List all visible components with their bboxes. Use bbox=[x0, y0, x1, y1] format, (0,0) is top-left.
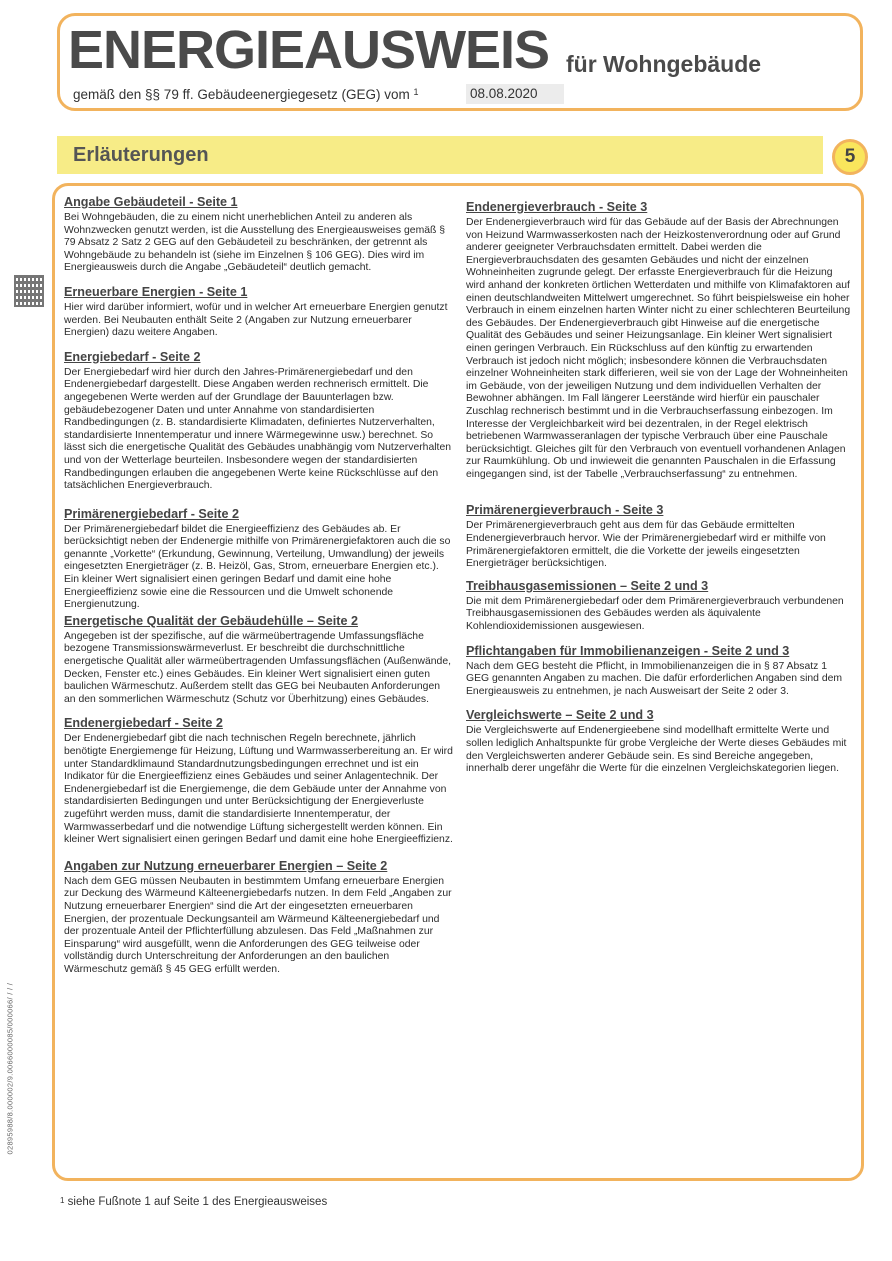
section-text: Nach dem GEG besteht die Pflicht, in Immobilienanzeigen die in § 87 Absatz 1 GEG genannten Angaben zu machen. Die dafür erforderlichen Angaben sind dem Energieausweis zu entnehmen, je nach Ausweisart der Seite 2 oder 3. bbox=[466, 660, 843, 697]
section-endenergiebedarf bbox=[64, 716, 454, 846]
section-text: Bei Wohngebäuden, die zu einem nicht unerheblichen Anteil zu anderen als Wohnzwecken genutzt werden, ist die Ausstellung des Energieausweises gemäß § 79 Absatz 2 Satz 2 GEG auf den Gebäudeteil zu beschränken, der getrennt als Wohngebäude zu behandeln ist (siehe im Einzelnen § 106 GEG). Dies wird im Energieausweis durch die Angabe „Gebäudeteil“ deutlich gemacht. bbox=[64, 212, 446, 274]
section-heading: Endenergieverbrauch - Seite 3 bbox=[466, 200, 648, 214]
section-text: Hier wird darüber informiert, wofür und in welcher Art erneuerbare Energien genutzt werden. Bei Neubauten enthält Seite 2 (Angaben zur Nutzung erneuerbarer Energien) dazu weitere Angaben. bbox=[64, 301, 448, 339]
section-treibhausgasemissionen bbox=[466, 579, 851, 634]
footnote-marker: 1 bbox=[413, 87, 419, 97]
section-heading: Energetische Qualität der Gebäudehülle – Seite 2 bbox=[64, 613, 358, 628]
section-erneuerbare-energien bbox=[64, 285, 454, 340]
section-gebaeudehuelle bbox=[64, 614, 454, 707]
page-footnote bbox=[60, 1196, 327, 1208]
side-reference-code: 02895988/8.000002/9.0066000085/000066/ / / / bbox=[5, 982, 15, 1155]
section-title: Erläuterungen bbox=[73, 144, 209, 166]
qr-code bbox=[14, 275, 44, 307]
footnote-number: 1 bbox=[60, 1196, 65, 1205]
page-number-badge: 5 bbox=[832, 139, 868, 175]
section-vergleichswerte bbox=[466, 708, 851, 775]
section-text: Der Energiebedarf wird hier durch den Jahres-Primärenergiebedarf und den Endenergiebedarf dargestellt. Diese Angaben werden rechnerisch ermittelt. Die angegebenen Werte werden auf der Grundlage der Bauunterlagen bzw. gebäudebezogener Daten und unter Annahme von standardisierten Randbedingungen (z. B. standardisierte Klimadaten, definiertes Nutzerverhalten, standardisierte Innentemperatur und innere Wärmegewinne usw.) berechnet. So lässt sich die energetische Qualität des Gebäudes unabhängig vom Nutzerverhalten und von der Wetterlage beurteilen. Insbesondere wegen der standardisierten Randbedingungen erlauben die angegebenen Werte keine Rückschlüsse auf den tatsächlichen Energieverbrauch. bbox=[64, 366, 451, 492]
section-pflichtangaben bbox=[466, 644, 851, 699]
section-heading: Vergleichswerte – Seite 2 und 3 bbox=[466, 708, 654, 723]
section-energiebedarf bbox=[64, 350, 454, 493]
section-heading: Treibhausgasemissionen – Seite 2 und 3 bbox=[466, 578, 709, 593]
section-text: Der Primärenergiebedarf bildet die Energieeffizienz des Gebäudes ab. Er berücksichtigt neben der Endenergie mithilfe von Primärenergiefaktoren auch die so genannte „Vorkette“ (Erkundung, Gewinnung, Verteilung, Umwandlung) der jeweils eingesetzten Energieträger (z. B. Heizöl, Gas, Strom, erneuerbare Energien etc.). Ein kleiner Wert signalisiert einen geringen Bedarf und damit eine hohe Energieeffizienz sowie eine die Ressourcen und die Umwelt schonende Energienutzung. bbox=[64, 523, 451, 611]
section-text: Angegeben ist der spezifische, auf die wärmeübertragende Umfassungsfläche bezogene Transmissionswärmeverlust. Er beschreibt die durchschnittliche energetische Qualität aller wärmeübertragenden Umfassungsflächen (Außenwände, Decken, Fenster etc.) eines Gebäudes. Ein kleiner Wert signalisiert einen guten baulichen Wärmeschutz. Außerdem stellt das GEG bei Neubauten Anforderungen an den sommerlichen Wärmeschutz (Schutz vor Überhitzung) eines Gebäudes. bbox=[64, 630, 451, 705]
section-endenergieverbrauch bbox=[466, 200, 851, 481]
section-text: Die mit dem Primärenergiebedarf oder dem Primärenergieverbrauch verbundenen Treibhausgasemissionen des Gebäudes werden als äquivalente Kohlendioxidemissionen ausgewiesen. bbox=[466, 595, 844, 633]
footnote-text: siehe Fußnote 1 auf Seite 1 des Energieausweises bbox=[67, 1196, 328, 1208]
section-heading: Endenergiebedarf - Seite 2 bbox=[64, 716, 223, 731]
section-text: Nach dem GEG müssen Neubauten in bestimmtem Umfang erneuerbare Energien zur Deckung des Wärmeund Kälteenergiebedarfs nutzen. In dem Feld „Angaben zur Nutzung erneuerbarer Energien“ sind die Art der eingesetzten erneuerbaren Energien, der prozentuale Deckungsanteil am Wärmeund Kälteenergiebedarf und der prozentuale Anteil der Pflichterfüllung abzulesen. Das Feld „Maßnahmen zur Einsparung“ wird ausgefüllt, wenn die Anforderungen des GEG teilweise oder vollständig durch Unterschreitung der Anforderungen an den baulichen Wärmeschutz gemäß § 45 GEG erfüllt werden. bbox=[64, 875, 452, 975]
document-title: ENERGIEAUSWEIS bbox=[68, 20, 550, 80]
section-heading: Primärenergiebedarf - Seite 2 bbox=[64, 506, 239, 521]
section-heading: Angabe Gebäudeteil - Seite 1 bbox=[64, 195, 238, 209]
legal-basis-text: gemäß den §§ 79 ff. Gebäudeenergiegesetz (GEG) vom bbox=[73, 87, 410, 102]
section-heading: Energiebedarf - Seite 2 bbox=[64, 349, 201, 364]
section-primaerenergiebedarf bbox=[64, 507, 454, 612]
section-heading: Pflichtangaben für Immobilienanzeigen - Seite 2 und 3 bbox=[466, 643, 790, 658]
section-heading: Erneuerbare Energien - Seite 1 bbox=[64, 284, 248, 299]
section-text: Der Endenergieverbrauch wird für das Gebäude auf der Basis der Abrechnungen von Heizund Warmwasserkosten nach der Heizkostenverordnung oder auf Grund anderer geeigneter Verbrauchsdaten ermittelt. Dabei werden die Energieverbrauchsdaten des gesamten Gebäudes und nicht der einzelnen Wohneinheiten zugrunde gelegt. Der erfasste Energieverbrauch für die Heizung wird anhand der konkreten örtlichen Wetterdaten und mithilfe von Klimafaktoren auf einen deutschlandweiten Mittelwert umgerechnet. So führt beispielsweise ein hoher Verbrauch in einem einzelnen harten Winter nicht zu einer schlechteren Beurteilung des Gebäudes. Der Endenergieverbrauch gibt Hinweise auf die energetische Qualität des Gebäudes und seiner Heizungsanlage. Ein kleiner Wert signalisiert einen geringen Verbrauch. Ein Rückschluss auf den künftig zu erwartenden Verbrauch ist jedoch nicht möglich; insbesondere können die Verbrauchsdaten einzelner Wohneinheiten stark differieren, weil sie von der Lage der Wohneinheiten im Gebäude, von der jeweiligen Nutzung und dem individuellen Verhalten der Bewohner abhängen. Im Fall längerer Leerstände wird hierfür ein pauschaler Zuschlag rechnerisch bestimmt und in die Verbrauchserfassung einbezogen. Im Interesse der Vergleichbarkeit wird bei dezentralen, in der Regel elektrisch betriebenen Warmwasseranlagen der typische Verbrauch über eine Pauschale berücksichtigt. Gleiches gilt für den Verbrauch von eventuell vorhandenen Anlagen zur Raumkühlung. Ob und inwieweit die genannten Pauschalen in die Erfassung eingegangen sind, ist der Tabelle „Verbrauchserfassung“ zu entnehmen. bbox=[466, 217, 851, 480]
legal-basis-line bbox=[73, 87, 418, 102]
section-text: Der Primärenergieverbrauch geht aus dem für das Gebäude ermittelten Endenergieverbrauch hervor. Wie der Primärenergiebedarf wird er mithilfe von Primärenergiefaktoren ermittelt, die die Vorkette der jeweils eingesetzten Energieträger berücksichtigen. bbox=[466, 520, 826, 570]
section-gebaeudeteil bbox=[64, 195, 454, 275]
right-column bbox=[466, 200, 851, 776]
left-column bbox=[64, 195, 454, 977]
section-heading: Angaben zur Nutzung erneuerbarer Energien – Seite 2 bbox=[64, 858, 388, 873]
section-heading: Primärenergieverbrauch - Seite 3 bbox=[466, 503, 664, 518]
section-text: Die Vergleichswerte auf Endenergieebene sind modellhaft ermittelte Werte und sollen lediglich Anhaltspunkte für grobe Vergleiche der Werte dieses Gebäudes mit den Vergleichswerten anderer Gebäude sein. Es sind Bereiche angegeben, innerhalb derer ungefähr die Werte für die einzelnen Vergleichskategorien liegen. bbox=[466, 725, 847, 775]
section-primaerenergieverbrauch bbox=[466, 503, 851, 570]
section-nutzung-erneuerbarer-energien bbox=[64, 859, 454, 977]
issue-date-field: 08.08.2020 bbox=[466, 84, 564, 104]
section-text: Der Endenergiebedarf gibt die nach technischen Regeln berechnete, jährlich benötigte Energiemenge für Heizung, Lüftung und Warmwasserbereitung an. Er wird unter Standardklimaund Standardnutzungsbedingungen errechnet und ist ein Indikator für die Energieeffizienz eines Gebäudes und seiner Anlagentechnik. Der Endenergiebedarf ist die Energiemenge, die dem Gebäude unter der Annahme von standardisierten Bedingungen und unter Berücksichtigung der Energieverluste zugeführt werden muss, damit die standardisierte Innentemperatur, der Warmwasserbedarf und die notwendige Lüftung sichergestellt werden können. Ein kleiner Wert signalisiert einen geringen Bedarf und damit eine hohe Energieeffizienz. bbox=[64, 733, 453, 846]
document-subtitle: für Wohngebäude bbox=[566, 51, 762, 77]
